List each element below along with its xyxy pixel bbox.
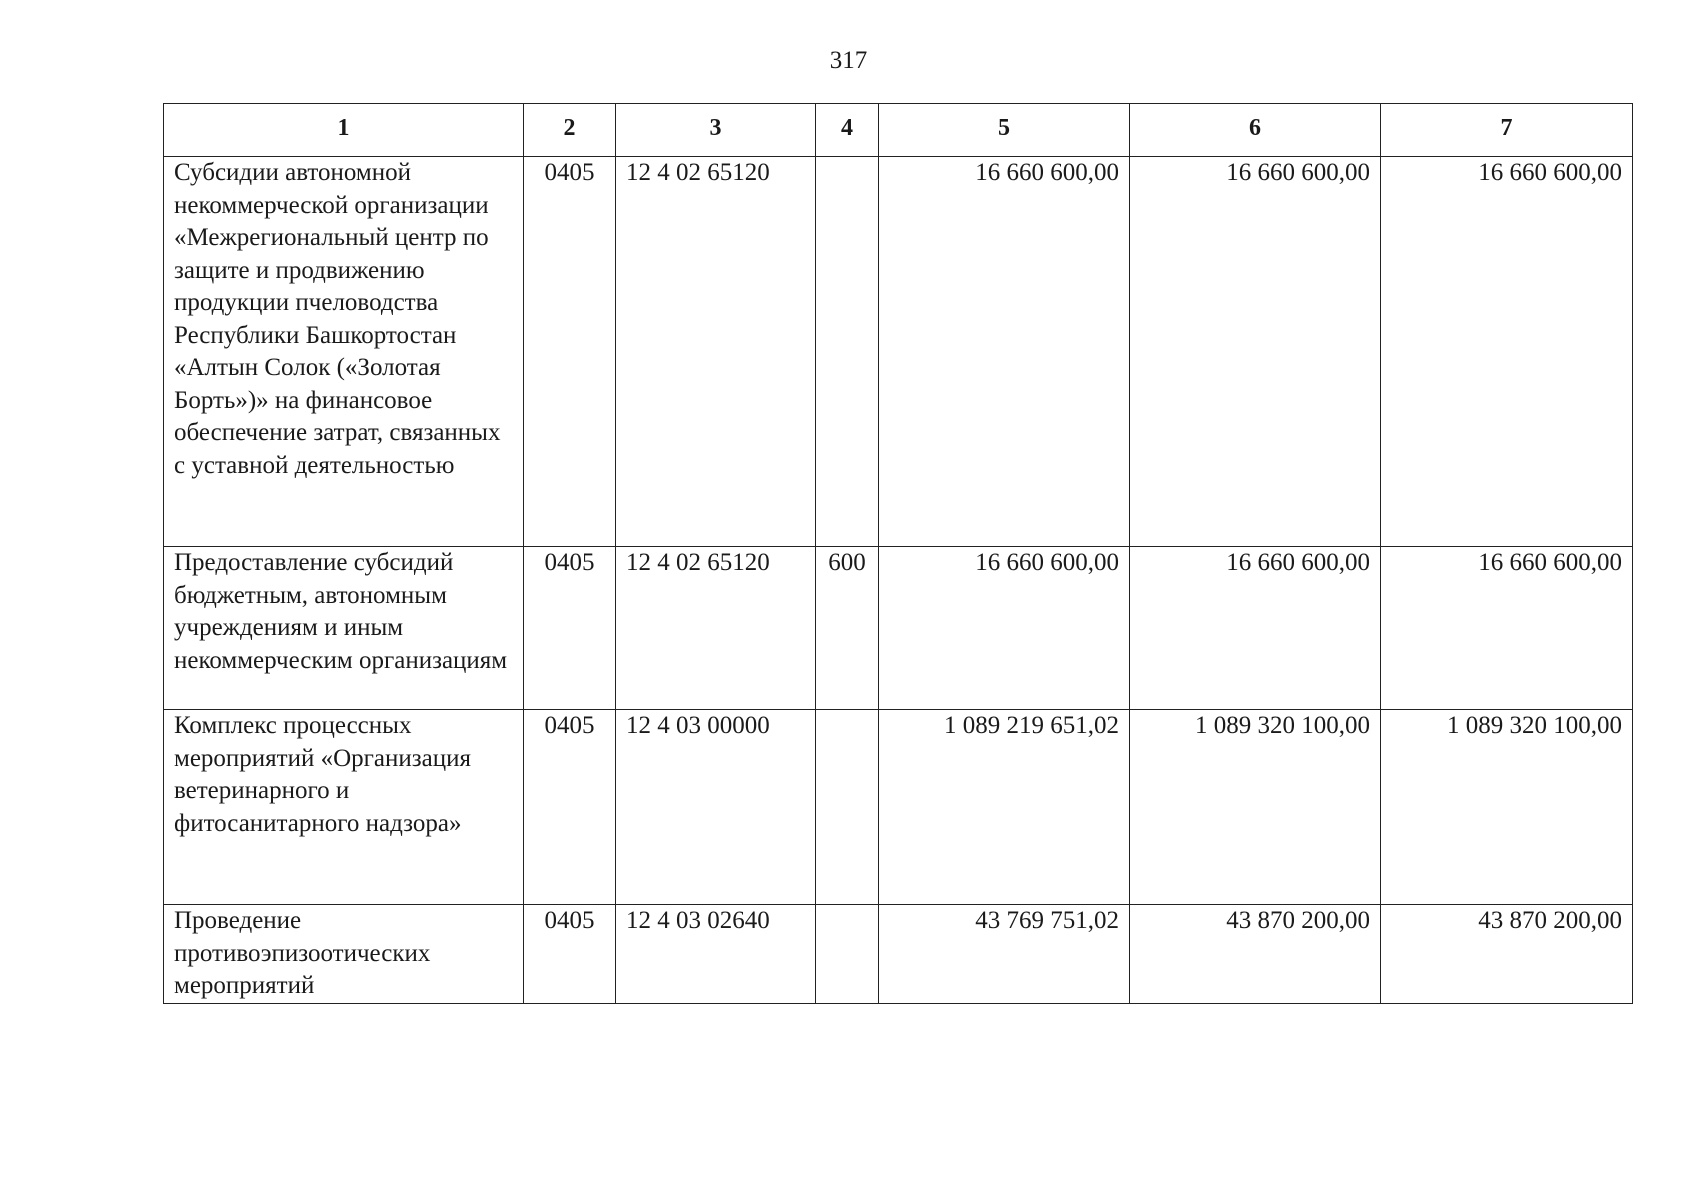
column-header: 5 <box>879 104 1130 157</box>
column-header: 2 <box>524 104 616 157</box>
target-code-cell: 12 4 03 02640 <box>616 905 816 1004</box>
column-header: 1 <box>164 104 524 157</box>
amount-cell: 1 089 320 100,00 <box>1381 710 1633 905</box>
amount-cell: 16 660 600,00 <box>1130 157 1381 547</box>
section-cell: 0405 <box>524 157 616 547</box>
table-row <box>164 905 1633 1004</box>
budget-table <box>163 103 1633 1004</box>
row-name-cell: Субсидии автономной некоммерческой организации «Межрегиональный центр по защите и продвижению продукции пчеловодства Республики Башкортостан «Алтын Солок («Золотая Борть»)» на финансовое обеспечение затрат, связанных с уставной деятельностью <box>164 157 524 547</box>
column-header: 6 <box>1130 104 1381 157</box>
expense-type-cell <box>816 905 879 1004</box>
target-code-cell: 12 4 02 65120 <box>616 547 816 710</box>
amount-cell: 16 660 600,00 <box>1381 547 1633 710</box>
row-name-cell: Проведение противоэпизоотических мероприятий <box>164 905 524 1004</box>
section-cell: 0405 <box>524 710 616 905</box>
section-cell: 0405 <box>524 905 616 1004</box>
expense-type-cell: 600 <box>816 547 879 710</box>
column-header: 3 <box>616 104 816 157</box>
amount-cell: 43 870 200,00 <box>1130 905 1381 1004</box>
column-header: 4 <box>816 104 879 157</box>
row-name-cell: Предоставление субсидий бюджетным, автономным учреждениям и иным некоммерческим организациям <box>164 547 524 710</box>
section-cell: 0405 <box>524 547 616 710</box>
expense-type-cell <box>816 710 879 905</box>
header-row <box>164 104 1633 157</box>
table-row <box>164 547 1633 710</box>
target-code-cell: 12 4 03 00000 <box>616 710 816 905</box>
amount-cell: 16 660 600,00 <box>1381 157 1633 547</box>
table-row <box>164 710 1633 905</box>
amount-cell: 43 769 751,02 <box>879 905 1130 1004</box>
amount-cell: 1 089 219 651,02 <box>879 710 1130 905</box>
amount-cell: 16 660 600,00 <box>879 547 1130 710</box>
page-number: 317 <box>829 47 868 74</box>
amount-cell: 43 870 200,00 <box>1381 905 1633 1004</box>
column-header: 7 <box>1381 104 1633 157</box>
table-row <box>164 157 1633 547</box>
amount-cell: 16 660 600,00 <box>1130 547 1381 710</box>
amount-cell: 1 089 320 100,00 <box>1130 710 1381 905</box>
amount-cell: 16 660 600,00 <box>879 157 1130 547</box>
row-name-cell: Комплекс процессных мероприятий «Организация ветеринарного и фитосанитарного надзора» <box>164 710 524 905</box>
expense-type-cell <box>816 157 879 547</box>
target-code-cell: 12 4 02 65120 <box>616 157 816 547</box>
